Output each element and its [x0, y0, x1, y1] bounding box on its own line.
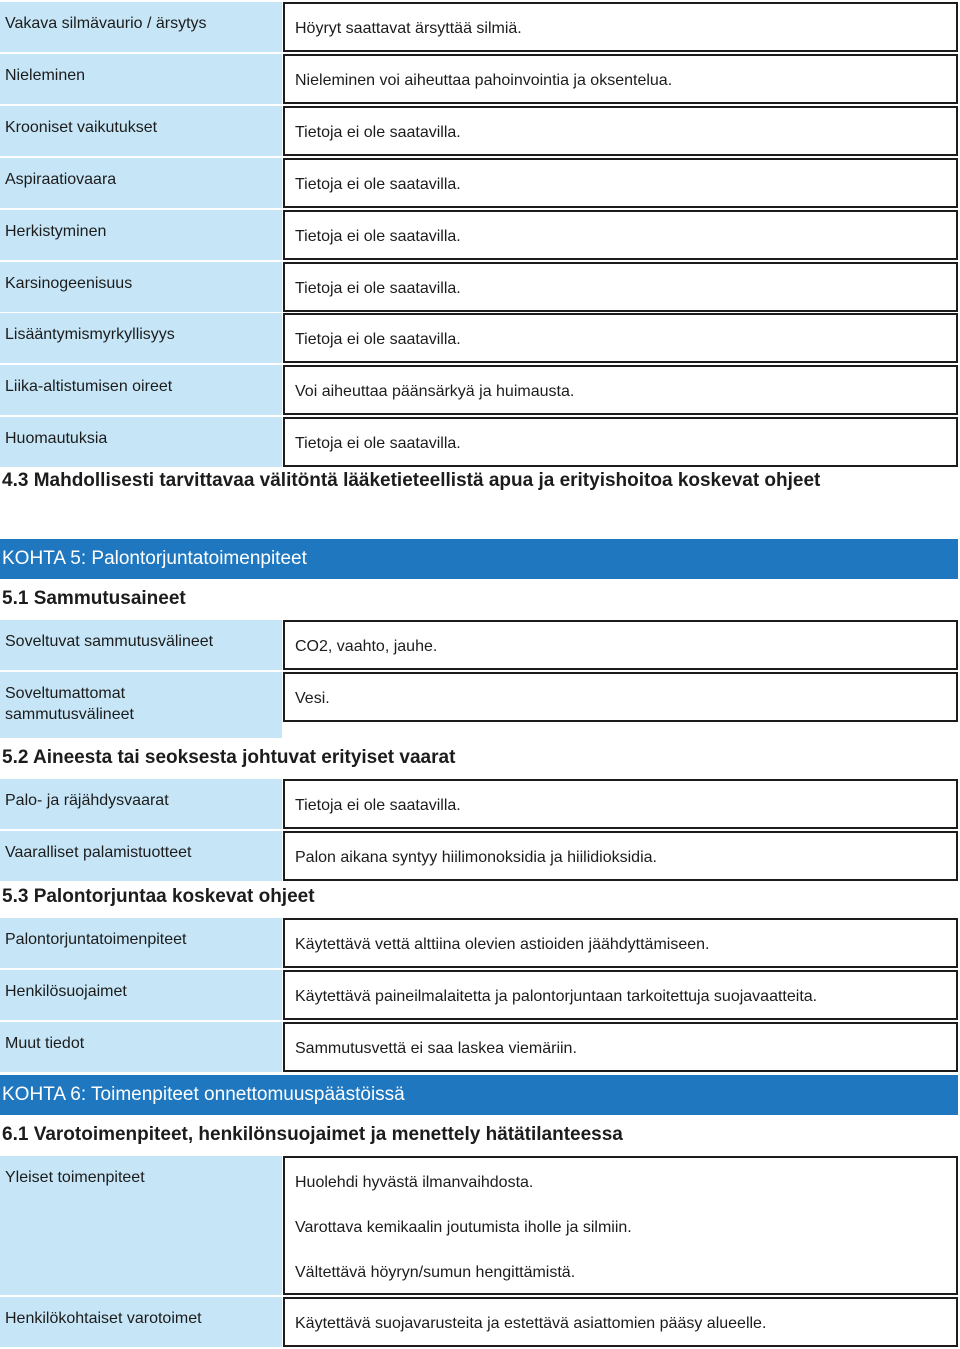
row-value-overexposure — [283, 365, 958, 415]
row-label-text: Muut tiedot — [5, 1035, 85, 1052]
row-value-text: Tietoja ei ole saatavilla. — [295, 176, 461, 193]
row-label-suitable-media — [0, 620, 282, 670]
row-value-text: Tietoja ei ole saatavilla. — [295, 331, 461, 348]
row-label-other-info — [0, 1022, 282, 1072]
row-label-text: Yleiset toimenpiteet — [5, 1169, 145, 1186]
row-label-eye-damage — [0, 2, 282, 52]
row-label-aspiration — [0, 158, 282, 208]
row-value-text: Voi aiheuttaa päänsärkyä ja huimausta. — [295, 383, 575, 400]
row-value-text: Sammutusvettä ei saa laskea viemäriin. — [295, 1040, 577, 1057]
row-value-text: Vesi. — [295, 690, 330, 707]
row-value-text: Höyryt saattavat ärsyttää silmiä. — [295, 20, 522, 37]
general-measure-line: Huolehdi hyvästä ilmanvaihdosta. — [295, 1174, 534, 1191]
row-value-sensitisation — [283, 210, 958, 260]
row-label-overexposure — [0, 365, 282, 415]
general-measure-line: Varottava kemikaalin joutumista iholle ja silmiin. — [295, 1219, 632, 1236]
row-value-text: CO2, vaahto, jauhe. — [295, 638, 438, 655]
row-value-eye-damage — [283, 2, 958, 52]
general-measure-line: Vältettävä höyryn/sumun hengittämistä. — [295, 1264, 576, 1281]
row-value-text: Nieleminen voi aiheuttaa pahoinvointia ja oksentelua. — [295, 72, 673, 89]
row-value-combustion-products — [283, 831, 958, 881]
row-label-line-2: sammutusvälineet — [5, 706, 134, 723]
row-label-remarks — [0, 417, 282, 467]
heading-5-2: 5.2 Aineesta tai seoksesta johtuvat erityiset vaarat — [2, 747, 456, 768]
row-label-sensitisation — [0, 210, 282, 260]
row-label-fire-hazards — [0, 779, 282, 829]
row-label-reproductive — [0, 313, 282, 363]
row-label-carcinogenicity — [0, 262, 282, 312]
row-label-text: Karsinogeenisuus — [5, 275, 133, 292]
row-value-protective-equipment — [283, 970, 958, 1020]
row-value-firefighting-measures — [283, 918, 958, 968]
row-label-text: Vaaralliset palamistuotteet — [5, 844, 192, 861]
row-value-text: Tietoja ei ole saatavilla. — [295, 280, 461, 297]
row-label-text: Aspiraatiovaara — [5, 171, 117, 188]
row-label-text: Henkilökohtaiset varotoimet — [5, 1310, 202, 1327]
row-label-ingestion — [0, 54, 282, 104]
row-value-text: Tietoja ei ole saatavilla. — [295, 435, 461, 452]
row-value-aspiration — [283, 158, 958, 208]
row-label-text: Vakava silmävaurio / ärsytys — [5, 15, 207, 32]
heading-4-3: 4.3 Mahdollisesti tarvittavaa välitöntä lääketieteellistä apua ja erityishoitoa koskevat ohjeet — [2, 470, 821, 491]
row-label-text: Palontorjuntatoimenpiteet — [5, 931, 187, 948]
row-label-chronic — [0, 106, 282, 156]
row-value-general-measures — [283, 1156, 958, 1295]
row-label-text: Liika-altistumisen oireet — [5, 378, 173, 395]
heading-6-1: 6.1 Varotoimenpiteet, henkilönsuojaimet ja menettely hätätilanteessa — [2, 1124, 623, 1145]
row-value-text: Käytettävä paineilmalaitetta ja palontorjuntaan tarkoitettuja suojavaatteita. — [295, 988, 818, 1005]
row-value-personal-precautions — [283, 1297, 958, 1347]
row-value-text: Tietoja ei ole saatavilla. — [295, 797, 461, 814]
row-label-combustion-products — [0, 831, 282, 881]
row-label-personal-precautions — [0, 1297, 282, 1347]
row-value-other-info — [283, 1022, 958, 1072]
row-value-remarks — [283, 417, 958, 467]
section5-title: KOHTA 5: Palontorjuntatoimenpiteet — [2, 548, 307, 569]
row-label-unsuitable-media — [0, 672, 282, 738]
row-value-carcinogenicity — [283, 262, 958, 312]
section5-title-band — [0, 539, 958, 579]
row-label-protective-equipment — [0, 970, 282, 1020]
row-value-reproductive — [283, 313, 958, 363]
row-value-text: Palon aikana syntyy hiilimonoksidia ja hiilidioksidia. — [295, 849, 657, 866]
row-label-text: Herkistyminen — [5, 223, 107, 240]
section6-title: KOHTA 6: Toimenpiteet onnettomuuspäästöissä — [2, 1084, 405, 1105]
row-label-text: Lisääntymismyrkyllisyys — [5, 326, 175, 343]
row-value-text: Tietoja ei ole saatavilla. — [295, 228, 461, 245]
row-value-text: Tietoja ei ole saatavilla. — [295, 124, 461, 141]
row-label-text: Nieleminen — [5, 67, 86, 84]
row-label-text: Palo- ja räjähdysvaarat — [5, 792, 169, 809]
row-label-text: Krooniset vaikutukset — [5, 119, 158, 136]
row-label-text: Soveltuvat sammutusvälineet — [5, 633, 214, 650]
heading-5-3: 5.3 Palontorjuntaa koskevat ohjeet — [2, 886, 315, 907]
section6-title-band — [0, 1075, 958, 1115]
row-label-text: Henkilösuojaimet — [5, 983, 127, 1000]
row-value-chronic — [283, 106, 958, 156]
row-value-unsuitable-media — [283, 672, 958, 722]
row-label-line-1: Soveltumattomat — [5, 685, 126, 702]
row-value-ingestion — [283, 54, 958, 104]
row-label-general-measures — [0, 1156, 282, 1295]
row-value-fire-hazards — [283, 779, 958, 829]
heading-5-1: 5.1 Sammutusaineet — [2, 588, 186, 609]
row-value-text: Käytettävä vettä alttiina olevien astioiden jäähdyttämiseen. — [295, 936, 710, 953]
row-value-text: Käytettävä suojavarusteita ja estettävä asiattomien pääsy alueelle. — [295, 1315, 767, 1332]
row-label-firefighting-measures — [0, 918, 282, 968]
row-label-text: Huomautuksia — [5, 430, 108, 447]
row-value-suitable-media — [283, 620, 958, 670]
